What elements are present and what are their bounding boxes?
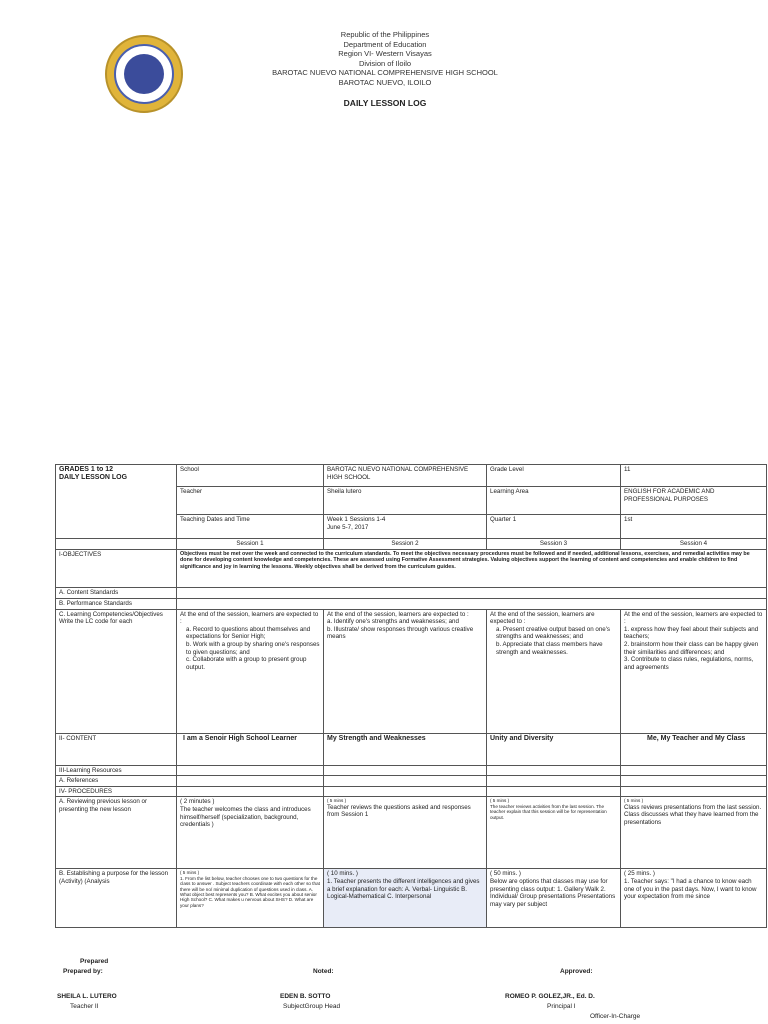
procedure-text: Teacher reviews the questions asked and responses from Session 1 [327, 803, 471, 819]
lc-intro: At the end of the session, learners are expected to : [180, 610, 319, 626]
page-title: DAILY LESSON LOG [343, 98, 427, 108]
lc-item: a. Identify one's strengths and weaknesses; and [327, 618, 459, 626]
session-spacer [56, 539, 177, 550]
procedure-b-session-3 [487, 869, 621, 928]
header-line: Division of Iloilo [358, 58, 412, 68]
approver-name: ROMEO P. GOLEZ,JR., Ed. D. [505, 993, 595, 1000]
time-label: ( 5 mins ) [490, 798, 510, 804]
header-line: BAROTAC NUEVO, ILOILO [338, 77, 432, 87]
procedure-text: The teacher welcomes the class and introduces himself/herself (specialization, background, credentials ) [180, 805, 311, 829]
procedure-text: 1. Teacher presents the different intelligences and gives a brief explanation for each: A. Verbal- Linguistic B. Logical-Mathematical C. Interpersonal [327, 877, 480, 901]
procedure-a-session-2 [324, 797, 487, 869]
empty-cell [487, 765, 621, 776]
lc-item: b. Illustrate/ show responses through various creative means [327, 625, 474, 641]
quarter-label: Quarter 1 [487, 515, 621, 539]
lc-intro: At the end of the session, learners are expected to : [624, 610, 763, 626]
session-header: Session 3 [487, 539, 621, 550]
approver-role: Principal I [547, 1003, 576, 1010]
prepared-by-label: Prepared by: [63, 968, 103, 975]
lc-item: c. Collaborate with a group to present group output. [186, 656, 307, 671]
content-topic: Me, My Teacher and My Class [621, 733, 767, 765]
content-topic: Unity and Diversity [487, 733, 621, 765]
lc-item: 3. Contribute to class rules, regulations, norms, and agreements [624, 656, 754, 671]
content-standards-value [177, 587, 767, 598]
lc-item: b. Appreciate that class members have strength and weaknesses. [496, 640, 603, 656]
time-label: ( 10 mins. ) [327, 870, 358, 878]
approved-label: Approved: [560, 968, 593, 975]
empty-cell [621, 776, 767, 787]
content-label: II- CONTENT [56, 733, 177, 765]
time-label: ( 5 mins ) [327, 798, 347, 804]
dll-label: DAILY LESSON LOG [59, 473, 128, 481]
header-line: Department of Education [343, 39, 427, 49]
header-line: BAROTAC NUEVO NATIONAL COMPREHENSIVE HIGH SCHOOL [272, 68, 498, 77]
lc-item: a. Present creative output based on one's strengths and weaknesses; and [496, 625, 611, 641]
lesson-log-table [55, 464, 767, 928]
lc-session-4 [621, 609, 767, 733]
empty-cell [324, 776, 487, 787]
time-label: ( 2 minutes ) [180, 798, 215, 806]
noter-name: EDEN B. SOTTO [280, 993, 331, 1000]
objectives-text: Objectives must be met over the week and connected to the curriculum standards. To meet the objectives necessary procedures must be followed and if needed, additional lessons, exercises, and remedial activities may be done for developing content knowledge and competencies. These are assessed using Formative Assessment strategies. Valuing objectives support the learning of content and competencies and enable children to find significance and joy in learning the lessons. Weekly objectives shall be derived from the curriculum guides. [177, 549, 767, 587]
approver-role-oic: Officer-In-Charge [590, 1013, 641, 1020]
header-line: Region VI- Western Visayas [338, 49, 432, 58]
time-label: ( 5 mins ) [180, 870, 200, 876]
references-label: A. References [56, 776, 177, 787]
procedure-b-label: B. Establishing a purpose for the lesson (Activity) (Analysis [56, 869, 177, 928]
teacher-value: Sheila lutero [324, 487, 487, 515]
lc-item: a. Record to questions about themselves and expectations for Senior High; [186, 625, 311, 641]
procedure-a-session-3 [487, 797, 621, 869]
empty-cell [487, 786, 621, 797]
session-header: Session 1 [177, 539, 324, 550]
procedure-text: 1. Teacher says: "I had a chance to know each one of you in the past days. Now, I want to know your expectation from me since [624, 877, 757, 901]
dates-week: Week 1 Sessions 1-4 [327, 516, 386, 523]
empty-cell [177, 776, 324, 787]
school-value: BAROTAC NUEVO NATIONAL COMPREHENSIVE HIGH SCHOOL [324, 465, 487, 487]
noted-label: Noted: [313, 968, 334, 975]
grades-cell [56, 465, 177, 539]
lc-session-3 [487, 609, 621, 733]
session-header: Session 2 [324, 539, 487, 550]
time-label: ( 5 mins ) [624, 798, 644, 804]
empty-cell [177, 765, 324, 776]
performance-standards-label: B. Performance Standards [56, 598, 177, 609]
lc-intro: At the end of the session, learners are expected to : [327, 610, 469, 618]
procedure-a-session-1 [177, 797, 324, 869]
lc-session-1 [177, 609, 324, 733]
procedure-b-session-2 [324, 869, 487, 928]
grades-label: GRADES 1 to 12 [59, 466, 114, 473]
performance-standards-value [177, 598, 767, 609]
procedure-text: 1. From the list below, teacher chooses one to two questions for the class to answer . Subject teachers coordinate with each other so that there will be no/ minimal duplication of questions used in class. A. What object best represents you? B. What excites you about senior High School? C. What makes u nervous about SHS? D. What are your plans? [180, 875, 320, 908]
empty-cell [621, 786, 767, 797]
grade-level-label: Grade Level [487, 465, 621, 487]
procedure-a-label: A. Reviewing previous lesson or presenting the new lesson [56, 797, 177, 869]
procedure-b-session-1 [177, 869, 324, 928]
time-label: ( 25 mins. ) [624, 870, 655, 878]
header-line: Republic of the Philippines [340, 30, 430, 39]
deped-seal-logo [105, 35, 183, 113]
noter-role: SubjectGroup Head [283, 1003, 341, 1010]
grade-level-value: 11 [621, 465, 767, 487]
session-header: Session 4 [621, 539, 767, 550]
school-label: School [177, 465, 324, 487]
procedure-text: Class reviews presentations from the last session. Class discusses what they have learned from the presentations [624, 803, 762, 826]
lc-session-2 [324, 609, 487, 733]
lc-item: 2. brainstorm how their class can be happy given their similarities and differences; and [624, 640, 759, 656]
preparer-name: SHEILA L. LUTERO [57, 993, 117, 1000]
empty-cell [621, 765, 767, 776]
content-standards-label: A. Content Standards [56, 587, 177, 598]
dates-range: June 5-7, 2017 [327, 523, 369, 531]
prepared-top: Prepared [80, 958, 109, 965]
learning-competencies-label: C. Learning Competencies/Objectives Write the LC code for each [56, 609, 177, 733]
objectives-label: I-OBJECTIVES [56, 549, 177, 587]
lc-item: b. Work with a group by sharing one's responses to given questions; and [186, 640, 320, 656]
empty-cell [487, 776, 621, 787]
content-topic: I am a Senoir High School Learner [177, 733, 324, 765]
learning-resources-label: III-Learning Resources [56, 765, 177, 776]
letterhead [220, 30, 550, 87]
procedure-b-session-4 [621, 869, 767, 928]
learning-area-label: Learning Area [487, 487, 621, 515]
procedure-a-session-4 [621, 797, 767, 869]
time-label: ( 50 mins. ) [490, 870, 521, 878]
learning-area-value: ENGLISH FOR ACADEMIC AND PROFESSIONAL PURPOSES [621, 487, 767, 515]
empty-cell [177, 786, 324, 797]
procedure-text: Below are options that classes may use for presenting class output: 1. Gallery Walk 2. Individual/ Group presentations Presentations may vary per subject [490, 877, 616, 908]
procedures-label: IV- PROCEDURES [56, 786, 177, 797]
empty-cell [324, 765, 487, 776]
teacher-label: Teacher [177, 487, 324, 515]
dates-value [324, 515, 487, 539]
lc-item: 1. express how they feel about their subjects and teachers; [624, 625, 759, 641]
lc-intro: At the end of the session, learners are expected to : [490, 610, 595, 626]
dates-label: Teaching Dates and Time [177, 515, 324, 539]
empty-cell [324, 786, 487, 797]
quarter-value: 1st [621, 515, 767, 539]
preparer-role: Teacher II [70, 1003, 99, 1010]
procedure-text: The teacher reviews activities from the last session. The teacher explain that this session will be for representation output. [490, 803, 607, 820]
content-topic: My Strength and Weaknesses [324, 733, 487, 765]
